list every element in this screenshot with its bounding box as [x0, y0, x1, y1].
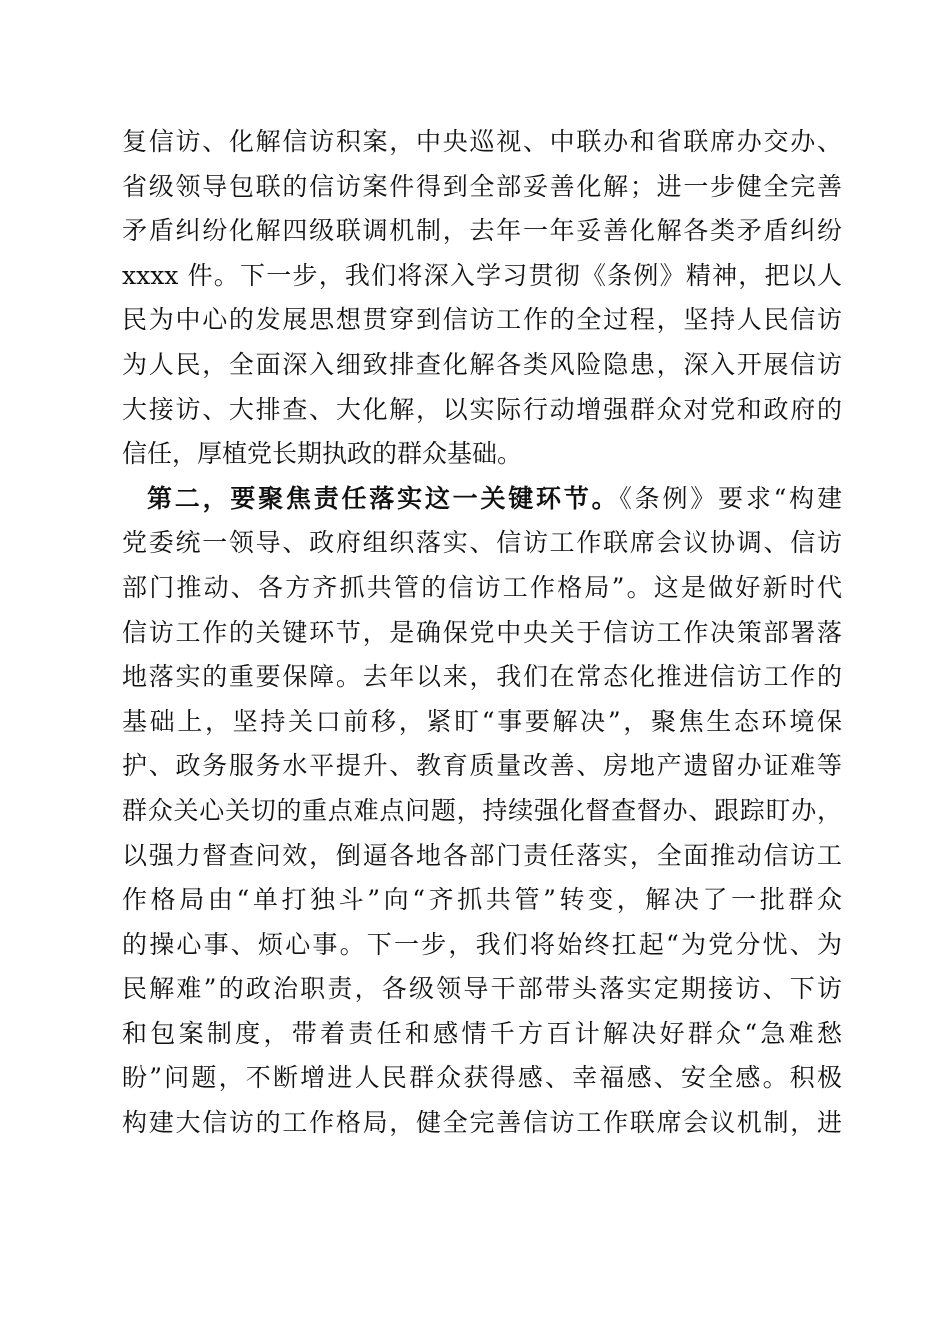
text-line: 党委统一领导、政府组织落实、信访工作联席会议协调、信访: [122, 528, 842, 558]
text-line: 构建大信访的工作格局，健全完善信访工作联席会议机制，进: [122, 1108, 842, 1138]
text-line: 护、政务服务水平提升、教育质量改善、房地产遗留办证难等: [122, 751, 842, 781]
paragraph-2-heading: 第二，要聚焦责任落实这一关键环节。: [147, 483, 620, 513]
text-line: 矛盾纠纷化解四级联调机制，去年一年妥善化解各类矛盾纠纷: [122, 216, 842, 246]
text-line: 基础上，坚持关口前移，紧盯“事要解决”，聚焦生态环境保: [122, 706, 842, 736]
text-line: 部门推动、各方齐抓共管的信访工作格局”。这是做好新时代: [122, 572, 842, 602]
text-line: 地落实的重要保障。去年以来，我们在常态化推进信访工作的: [122, 662, 842, 692]
text-line: 民为中心的发展思想贯穿到信访工作的全过程，坚持人民信访: [122, 305, 842, 335]
paragraph-2-first-line: [122, 477, 842, 522]
text-line: 复信访、化解信访积案，中央巡视、中联办和省联席办交办、: [122, 127, 842, 156]
paragraph-2: [122, 477, 842, 1146]
text-line: xxxx 件。下一步，我们将深入学习贯彻《条例》精神，把以人: [122, 260, 842, 290]
text-line: 盼”问题，不断增进人民群众获得感、幸福感、安全感。积极: [122, 1063, 842, 1093]
paragraph-1: [122, 120, 842, 477]
text-line: 作格局由“单打独斗”向“齐抓共管”转变，解决了一批群众: [122, 885, 842, 915]
text-line: 和包案制度，带着责任和感情千方百计解决好群众“急难愁: [122, 1018, 842, 1048]
text-line: 信访工作的关键环节，是确保党中央关于信访工作决策部署落: [122, 617, 842, 647]
text-line: 群众关心关切的重点难点问题，持续强化督查督办、跟踪盯办，: [122, 795, 842, 825]
text-line: 省级领导包联的信访案件得到全部妥善化解；进一步健全完善: [122, 171, 842, 201]
text-line: 民解难”的政治职责，各级领导干部带头落实定期接访、下访: [122, 974, 842, 1004]
text-line: 的操心事、烦心事。下一步，我们将始终扛起“为党分忧、为: [122, 929, 842, 959]
document-body: [122, 120, 842, 1146]
text-line: 为人民，全面深入细致排查化解各类风险隐患，深入开展信访: [122, 349, 842, 379]
text-line: 信任，厚植党长期执政的群众基础。: [122, 439, 523, 469]
text-line: 大接访、大排查、大化解，以实际行动增强群众对党和政府的: [122, 394, 842, 424]
text-line: 以强力督查问效，倒逼各地各部门责任落实，全面推动信访工: [122, 840, 842, 870]
paragraph-2-first-line-rest: 《条例》要求“构建: [619, 483, 842, 513]
